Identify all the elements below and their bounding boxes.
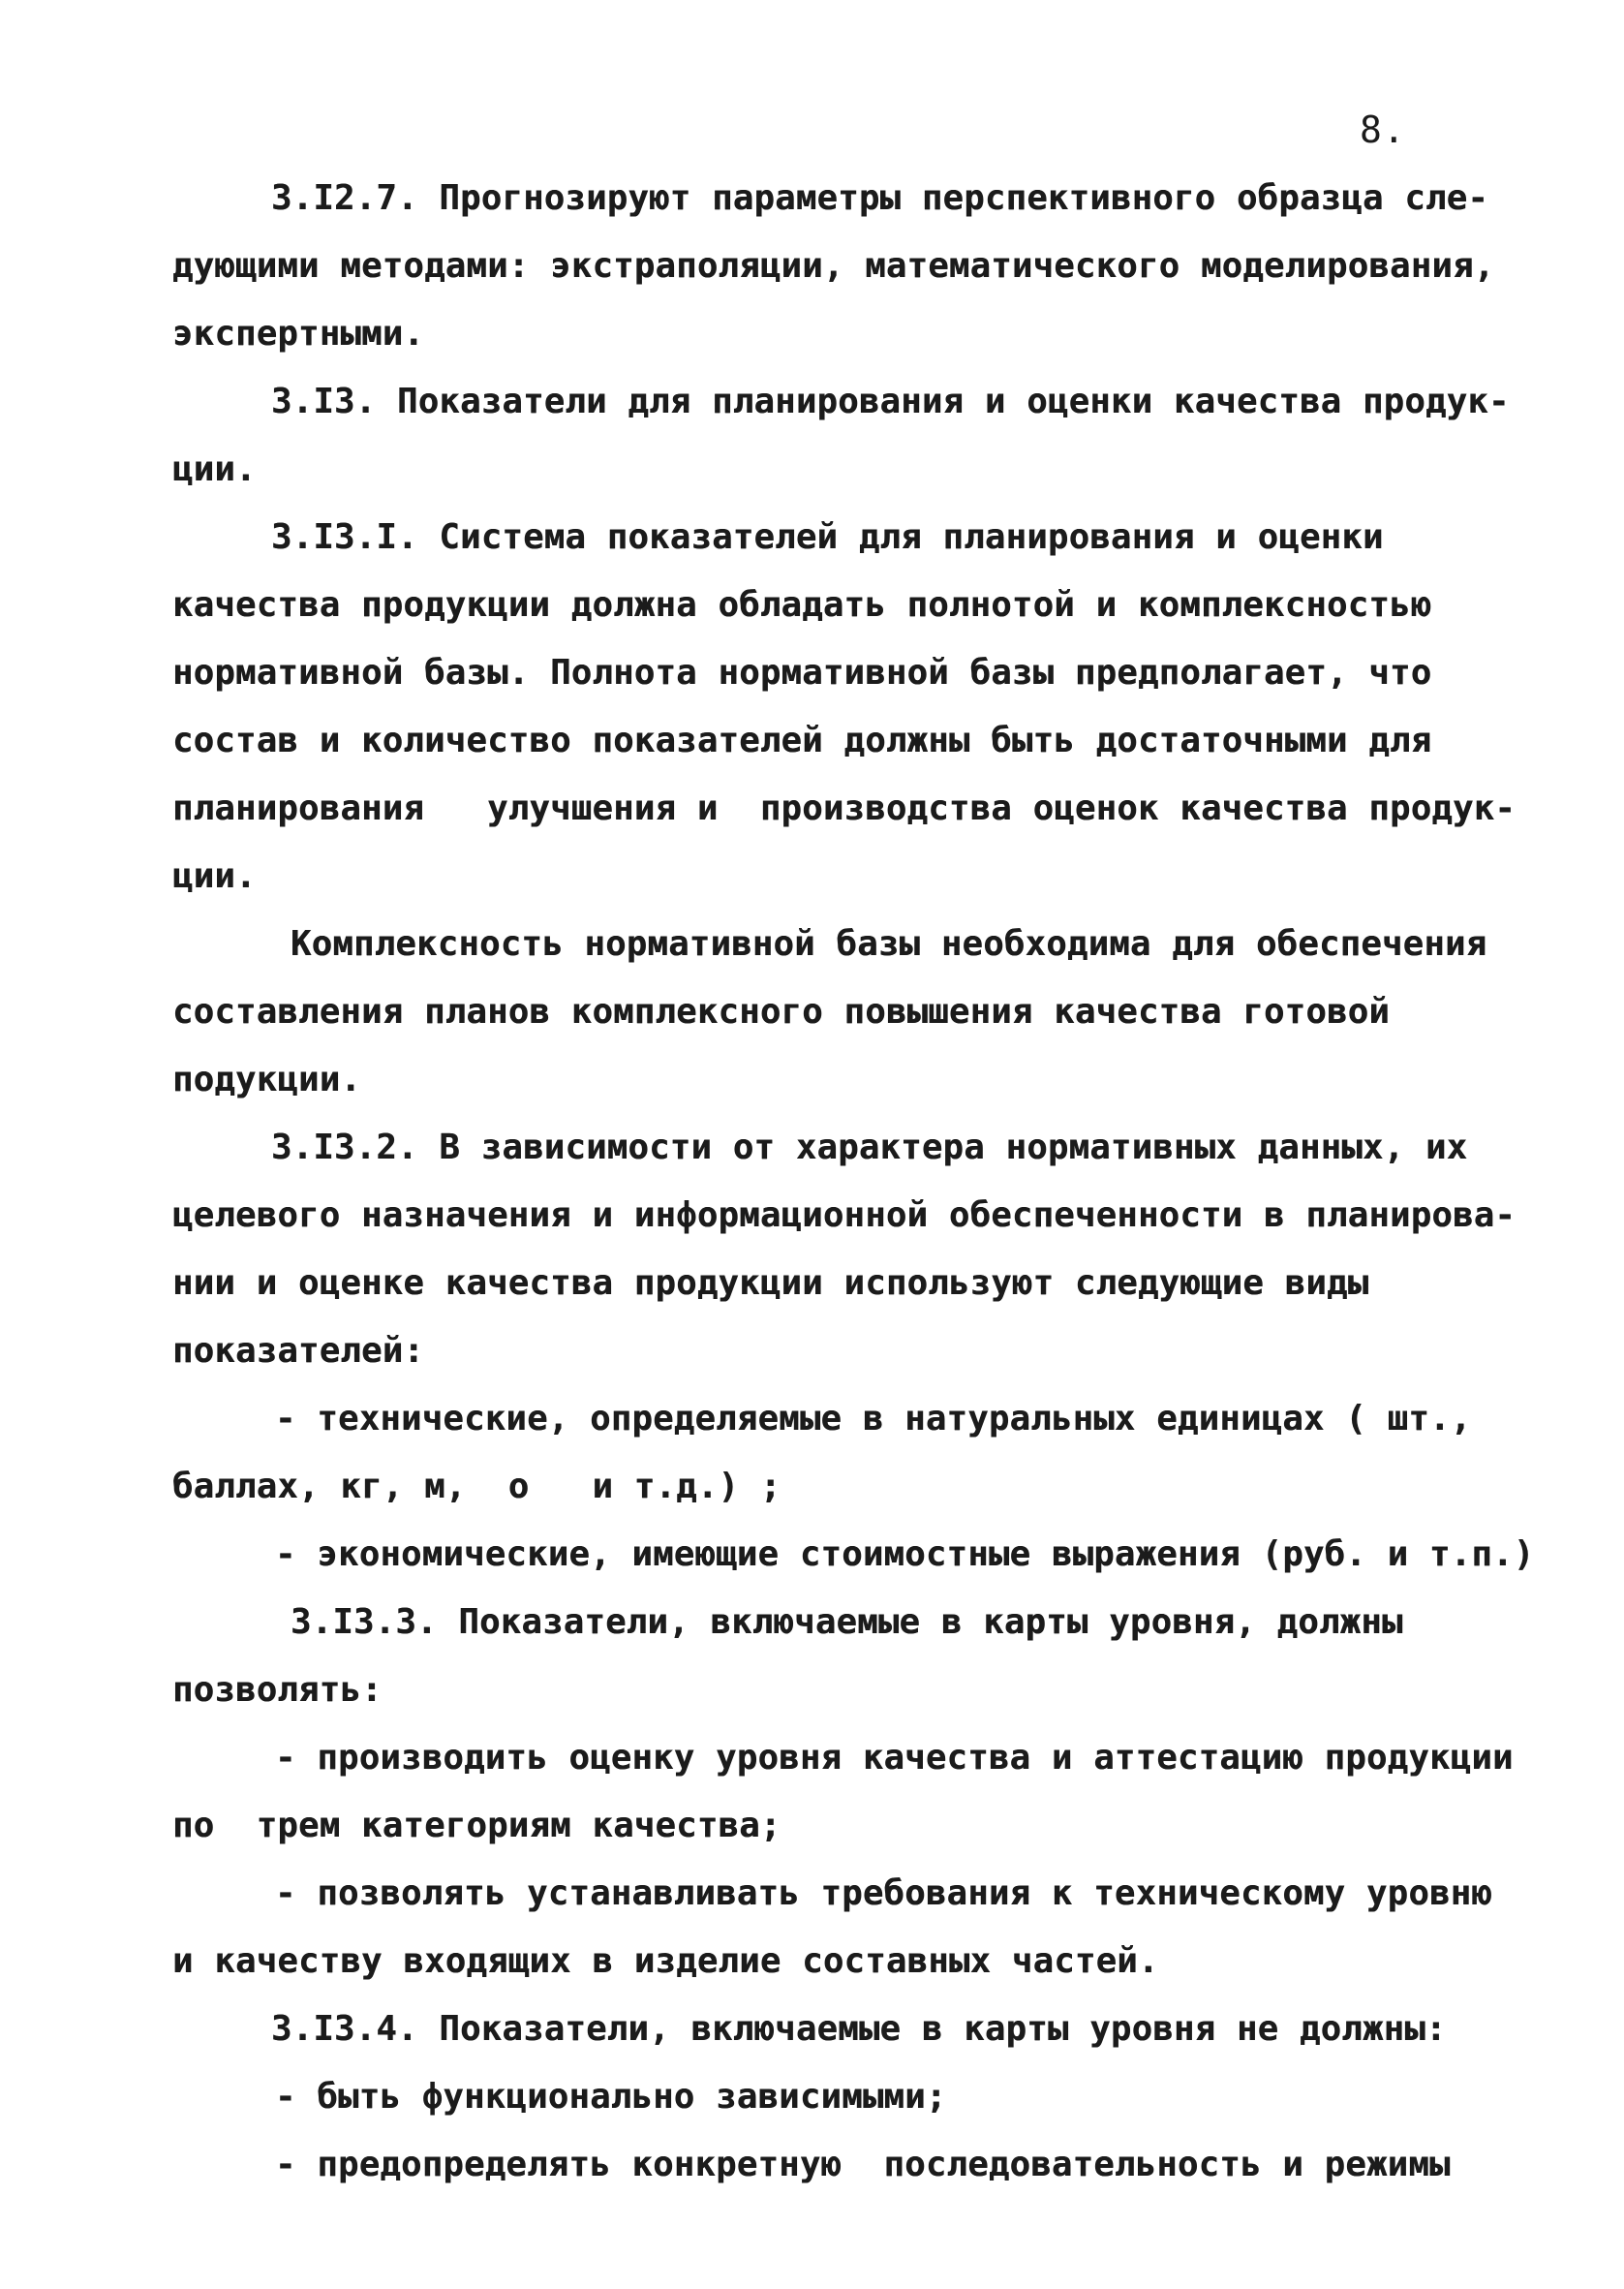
text-line: планирования улучшения и производства оценок качества продук- [172, 789, 1517, 828]
text-line: позволять: [172, 1670, 383, 1710]
text-line: ции. [172, 449, 257, 489]
text-line: - производить оценку уровня качества и аттестацию продукции [275, 1738, 1514, 1778]
text-line: экспертными. [172, 314, 425, 354]
text-line: 3.I2.7. Прогнозируют параметры перспективного образца сле- [271, 178, 1489, 218]
text-line: - позволять устанавливать требования к техническому уровню [275, 1873, 1493, 1913]
text-line: 3.I3.2. В зависимости от характера нормативных данных, их [271, 1128, 1468, 1167]
text-line: 3.I3. Показатели для планирования и оценки качества продук- [271, 382, 1510, 421]
text-line: подукции. [172, 1060, 362, 1099]
text-line: состав и количество показателей должны быть достаточными для [172, 721, 1432, 760]
text-line: 3.I3.I. Система показателей для планирования и оценки [271, 517, 1384, 557]
text-line: нии и оценке качества продукции используют следующие виды [172, 1263, 1369, 1303]
text-line: ции. [172, 856, 257, 896]
text-line: дующими методами: экстраполяции, математического моделирования, [172, 246, 1495, 286]
text-line: - быть функционально зависимыми; [275, 2077, 947, 2117]
text-line: нормативной базы. Полнота нормативной базы предполагает, что [172, 653, 1432, 693]
text-line: Комплексность нормативной базы необходима для обеспечения [291, 924, 1487, 964]
text-line: целевого назначения и информационной обеспеченности в планирова- [172, 1195, 1517, 1235]
text-line: по трем категориям качества; [172, 1806, 781, 1845]
text-line: качества продукции должна обладать полнотой и комплексностью [172, 585, 1432, 625]
text-line: и качеству входящих в изделие составных частей. [172, 1941, 1159, 1981]
text-line: - предопределять конкретную последовательность и режимы [275, 2145, 1451, 2184]
text-line: баллах, кг, м, о и т.д.) ; [172, 1467, 781, 1506]
page-number: 8. [1360, 108, 1406, 151]
text-line: составления планов комплексного повышения качества готовой [172, 992, 1391, 1032]
text-line: - экономические, имеющие стоимостные выражения (руб. и т.п.) [275, 1534, 1535, 1574]
text-line: 3.I3.3. Показатели, включаемые в карты уровня, должны [291, 1602, 1403, 1642]
text-line: - технические, определяемые в натуральных единицах ( шт., [275, 1399, 1472, 1438]
text-line: 3.I3.4. Показатели, включаемые в карты уровня не должны: [271, 2009, 1447, 2049]
text-line: показателей: [172, 1331, 425, 1371]
